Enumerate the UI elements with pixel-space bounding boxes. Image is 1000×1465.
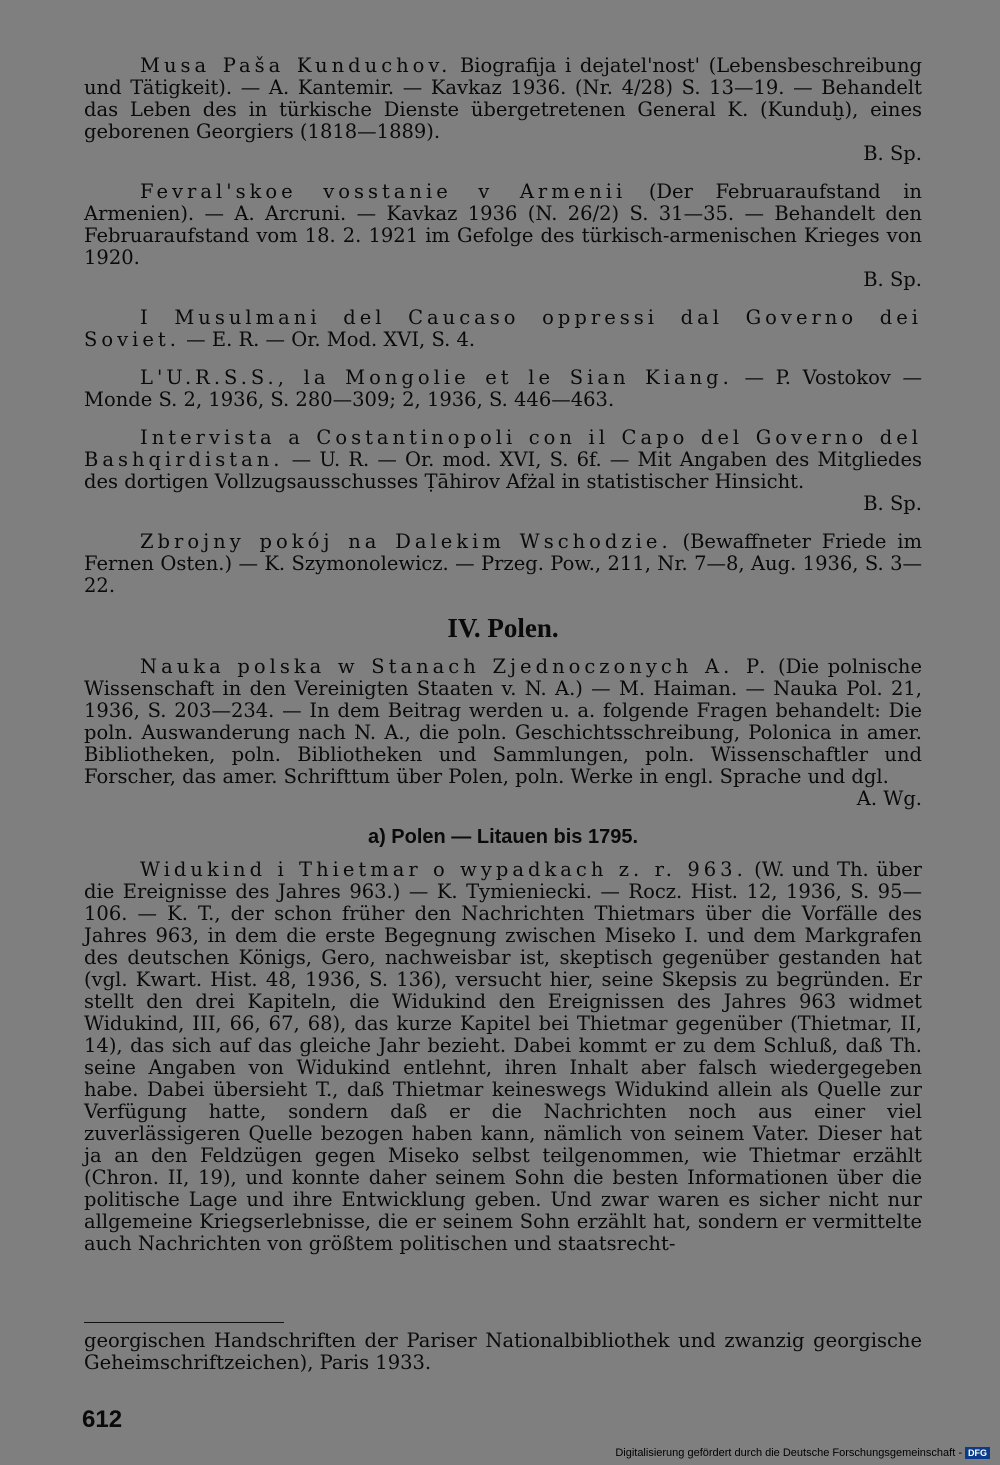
entry-body: (Bewaffneter Friede im Fernen Osten.) — K. Szymonolewicz. — Przeg. Pow., 211, Nr. 7—8, Aug. 1936, S. 3—22. xyxy=(84,530,922,597)
entry-signature: B. Sp. xyxy=(863,492,922,515)
entry-title: Widukind i Thietmar o wypadkach z. r. 963. xyxy=(140,858,747,881)
page-body xyxy=(84,55,922,1271)
bibliography-entry xyxy=(84,55,922,165)
section-heading: IV. Polen. xyxy=(447,613,559,643)
entry-body: (Die polnische Wissenschaft in den Vereinigten Staaten v. N. A.) — M. Haiman. — Nauka Pol. 21, 1936, S. 203—234. — In dem Beitrag werden u. a. folgende Fragen behandelt: Die poln. Auswanderung nach N. A., die poln. Geschichtsschreibung, Polonica in amer. Bibliotheken, poln. Bibliotheken und Sammlungen, poln. Wissenschaftler und Forscher, das amer. Schrifttum über Polen, poln. Werke in engl. Sprache und dgl. xyxy=(84,655,922,788)
footnote-divider xyxy=(84,1322,284,1323)
entry-signature: A. Wg. xyxy=(856,787,922,810)
entry-body: — U. R. — Or. mod. XVI, S. 6f. — Mit Angaben des Mitgliedes des dortigen Vollzugsausschusses Ṭāhirov Afżal in statistischer Hinsicht. xyxy=(84,448,922,493)
bibliography-entry xyxy=(84,307,922,351)
entry-title: Musa Paša Kunduchov. xyxy=(140,54,452,77)
entry-title: Intervista a Costantinopoli con il Capo del Governo del Bashqirdistan. xyxy=(84,426,922,471)
bibliography-entry xyxy=(84,427,922,515)
digitization-credit xyxy=(615,1447,990,1459)
subsection-heading: a) Polen — Litauen bis 1795. xyxy=(367,826,639,848)
entry-title: Zbrojny pokój na Dalekim Wschodzie. xyxy=(140,530,672,553)
bibliography-entry xyxy=(84,367,922,411)
entry-title: I Musulmani del Caucaso oppressi dal Governo dei Soviet. xyxy=(84,306,922,351)
entry-signature: B. Sp. xyxy=(863,142,922,165)
entry-body: — P. Vostokov — Monde S. 2, 1936, S. 280—309; 2, 1936, S. 446—463. xyxy=(84,366,922,411)
bibliography-entry xyxy=(84,656,922,810)
credit-text: Digitalisierung gefördert durch die Deutsche Forschungsgemeinschaft - xyxy=(615,1447,962,1459)
bibliography-entry xyxy=(84,181,922,291)
entry-body: — E. R. — Or. Mod. XVI, S. 4. xyxy=(179,328,476,351)
entry-body: Biografija i dejatel'nost' (Lebensbeschreibung und Tätigkeit). — A. Kantemir. — Kavkaz 1936. (Nr. 4/28) S. 13—19. — Behandelt das Leben des in türkische Dienste übergetretenen General K. (Kunduḫ), eines geborenen Georgiers (1818—1889). xyxy=(84,54,922,143)
entry-title: Nauka polska w Stanach Zjednoczonych A. P. xyxy=(140,655,770,678)
footnote: georgischen Handschriften der Pariser Nationalbibliothek und zwanzig georgische Geheimschriftzeichen), Paris 1933. xyxy=(84,1329,922,1374)
entry-signature: B. Sp. xyxy=(863,268,922,291)
entry-title: L'U.R.S.S., la Mongolie et le Sian Kiang. xyxy=(140,366,733,389)
dfg-logo: DFG xyxy=(965,1447,990,1459)
bibliography-entry xyxy=(84,531,922,597)
entry-body: (Der Februaraufstand in Armenien). — A. Arcruni. — Kavkaz 1936 (N. 26/2) S. 31—35. — Behandelt den Februaraufstand vom 18. 2. 1921 im Gefolge des türkisch-armenischen Krieges von 1920. xyxy=(84,180,922,269)
entry-title: Fevral'skoe vosstanie v Armenii xyxy=(140,180,627,203)
page-number: 612 xyxy=(82,1406,123,1433)
bibliography-entry xyxy=(84,859,922,1255)
entry-body: (W. und Th. über die Ereignisse des Jahres 963.) — K. Tymieniecki. — Rocz. Hist. 12, 1936, S. 95—106. — K. T., der schon früher den Nachrichten Thietmars über die Vorfälle des Jahres 963, in dem die erste Begegnung zwischen Miseko I. und dem Markgrafen des deutschen Königs, Gero, nachweisbar ist, skeptisch gegenüber gestanden hat (vgl. Kwart. Hist. 48, 1936, S. 136), versucht hier, seine Skepsis zu begründen. Er stellt den drei Kapiteln, die Widukind den Ereignissen des Jahres 963 widmet Widukind, III, 66, 67, 68), das kurze Kapitel bei Thietmar gegenüber (Thietmar, II, 14), das sich auf das gleiche Jahr bezieht. Dabei kommt er zu dem Schluß, daß Th. seine Angaben von Widukind entlehnt, ihren Inhalt aber falsch wiedergegeben habe. Dabei übersieht T., daß Thietmar keineswegs Widukind allein als Quelle zur Verfügung hatte, sondern daß er die Nachrichten noch aus einer viel zuverlässigeren Quelle bezogen haben kann, nämlich von seinem Vater. Dieser hat ja an den Feldzügen gegen Miseko selbst teilgenommen, wie Thietmar erzählt (Chron. II, 19), und konnte daher seinem Sohn die besten Informationen über die politische Lage und ihre Entwicklung geben. Und zwar waren es sicher nicht nur allgemeine Kriegserlebnisse, die er seinem Sohn erzählt hat, sondern er vermittelte auch Nachrichten von größtem politischen und staatsrecht- xyxy=(84,858,922,1255)
